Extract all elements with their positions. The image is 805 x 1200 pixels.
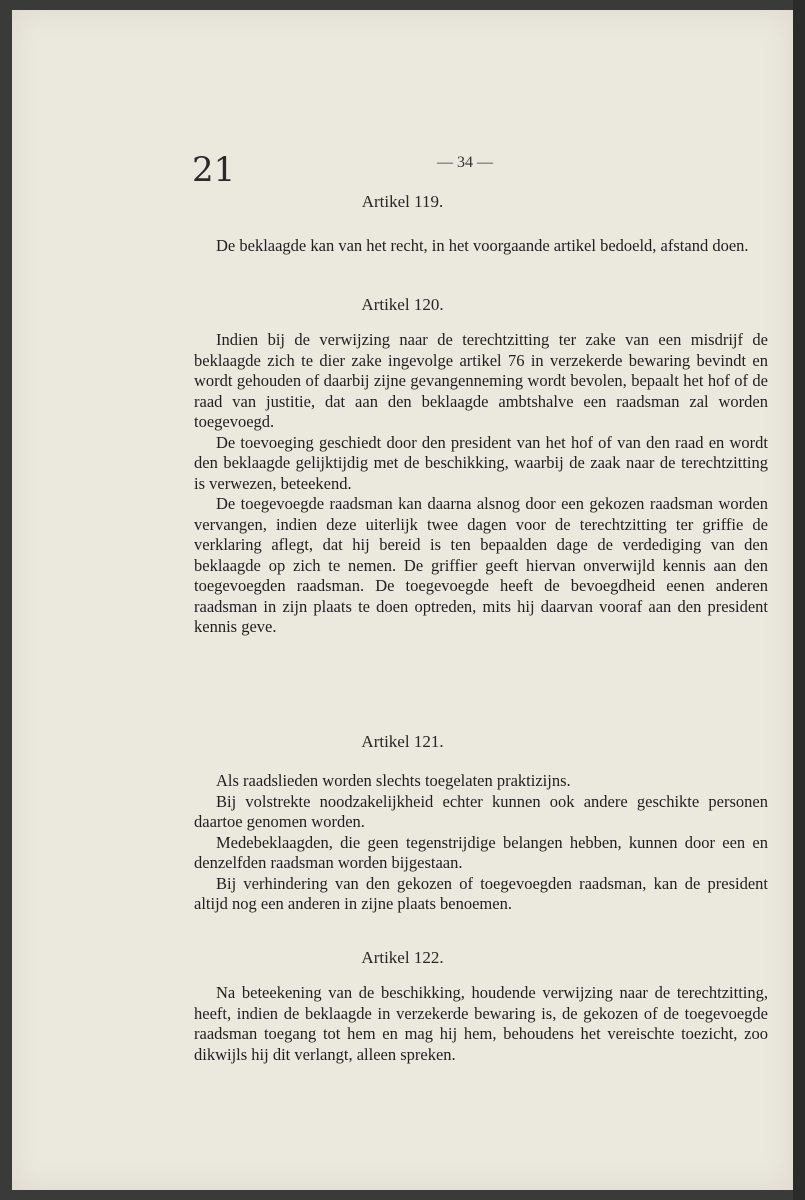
article-122-body [194,983,768,1065]
article-121-paragraph-4: Bij verhindering van den gekozen of toegevoegden raadsman, kan de president altijd nog een anderen in zijne plaats benoemen. [194,873,768,913]
sheet-number: 21 [192,150,236,190]
article-120-paragraph-1: Indien bij de verwijzing naar de terechtzitting ter zake van een misdrijf de beklaagde zich te dier zake ingevolge artikel 76 in verzekerde bewaring bevindt en wordt gehouden of daarbij zijne gevangenneming wordt bevolen, bepaalt het hof of de raad van justitie, dat aan den beklaagde ambtshalve een raadsman zal worden toegevoegd. [194,330,768,431]
article-122-heading: Artikel 122. [361,948,444,967]
article-119-body [194,236,768,257]
article-120-paragraph-2: De toevoeging geschiedt door den president van het hof of van den raad en wordt den beklaagde gelijktijdig met de beschikking, waarbij de zaak naar de terechtzitting is verwezen, beteekend. [194,432,768,493]
article-121-paragraph-1: Als raadslieden worden slechts toegelaten praktizijns. [216,771,571,790]
article-121-body [194,771,768,915]
article-121-paragraph-3: Medebeklaagden, die geen tegenstrijdige belangen hebben, kunnen door een en denzelfden raadsman worden bijgestaan. [194,832,768,872]
article-120-heading: Artikel 120. [361,295,444,314]
scan-edge [793,0,805,1200]
article-121-paragraph-2: Bij volstrekte noodzakelijkheid echter kunnen ook andere geschikte personen daartoe genomen worden. [194,791,768,831]
article-119-paragraph-1: De beklaagde kan van het recht, in het voorgaande artikel bedoeld, afstand doen. [216,236,749,255]
book-page [12,10,793,1190]
page-header [12,150,793,190]
article-119-heading: Artikel 119. [361,192,444,211]
article-122-paragraph-1: Na beteekening van de beschikking, houdende verwijzing naar de terechtzitting, heeft, indien de beklaagde in verzekerde bewaring is, de gekozen of de toegevoegde raadsman toegang tot hem en mag hij hem, behoudens het vereischte toezicht, zoo dikwijls hij dit verlangt, alleen spreken. [194,983,768,1064]
page-number: — 34 — [437,154,493,171]
article-120-body [194,330,768,638]
article-121-heading: Artikel 121. [361,732,444,751]
article-120-paragraph-3: De toegevoegde raadsman kan daarna alsnog door een gekozen raadsman worden vervangen, indien deze uiterlijk twee dagen voor de terechtzitting ter griffie de verklaring aflegt, dat hij bereid is ten bepaalden dage de verdediging van den beklaagde op zich te nemen. De griffier geeft hiervan onverwijld kennis aan den toegevoegden raadsman. De toegevoegde heeft de bevoegdheid eenen anderen raadsman in zijn plaats te doen optreden, mits hij daarvan vooraf aan den president kennis geve. [194,494,768,636]
